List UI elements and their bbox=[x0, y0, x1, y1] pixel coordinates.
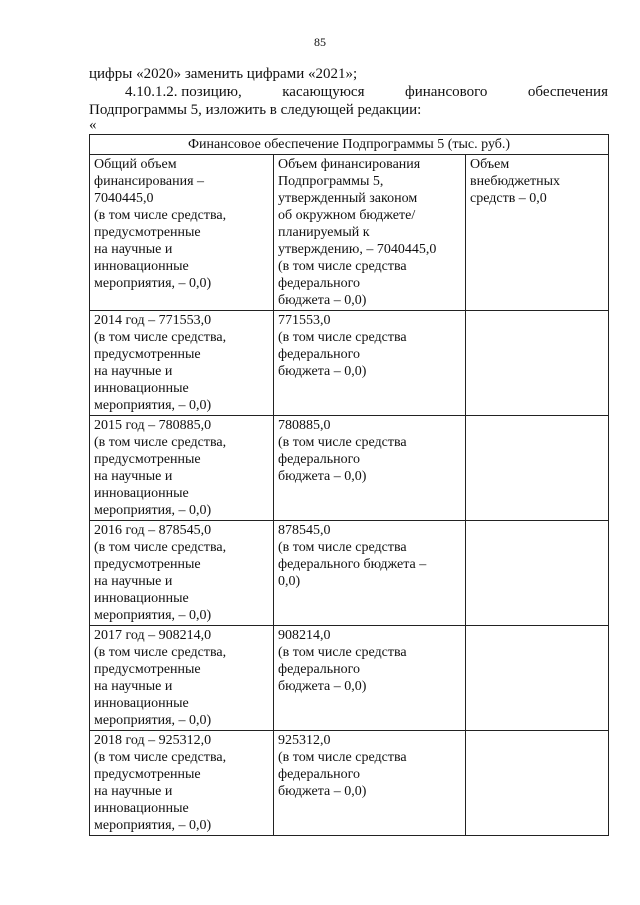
clause-word: 4.10.1.2. позицию, bbox=[125, 84, 242, 100]
cell-year-total: 2014 год – 771553,0 (в том числе средства, предусмотренные на научные и инновационные мероприятия, – 0,0) bbox=[90, 311, 274, 416]
cell-program-amount: 925312,0 (в том числе средства федерального бюджета – 0,0) bbox=[274, 731, 466, 836]
clause-justified-line bbox=[89, 83, 608, 101]
cell-program-amount: 780885,0 (в том числе средства федерального бюджета – 0,0) bbox=[274, 416, 466, 521]
table-row bbox=[90, 311, 609, 416]
table-header-row bbox=[90, 155, 609, 311]
financing-table bbox=[89, 134, 609, 836]
cell-year-total: 2018 год – 925312,0 (в том числе средства, предусмотренные на научные и инновационные мероприятия, – 0,0) bbox=[90, 731, 274, 836]
clause-word: обеспечения bbox=[527, 84, 608, 100]
cell-program-amount: 878545,0 (в том числе средства федерального бюджета – 0,0) bbox=[274, 521, 466, 626]
opening-quote-mark: « bbox=[89, 117, 97, 133]
table-caption: Финансовое обеспечение Подпрограммы 5 (тыс. руб.) bbox=[90, 135, 609, 155]
table-caption-row bbox=[90, 135, 609, 155]
table-row bbox=[90, 416, 609, 521]
header-extrabudgetary: Объем внебюджетных средств – 0,0 bbox=[466, 155, 609, 311]
header-total-financing: Общий объем финансирования – 7040445,0 (в том числе средства, предусмотренные на научные и инновационные мероприятия, – 0,0) bbox=[90, 155, 274, 311]
paragraph-replace-digits: цифры «2020» заменить цифрами «2021»; bbox=[89, 66, 358, 82]
cell-program-amount: 908214,0 (в том числе средства федерального бюджета – 0,0) bbox=[274, 626, 466, 731]
paragraph-position-clause bbox=[89, 83, 608, 119]
table-row bbox=[90, 521, 609, 626]
clause-word: финансового bbox=[405, 84, 488, 100]
page-number: 85 bbox=[314, 35, 326, 49]
cell-extrabudgetary bbox=[466, 626, 609, 731]
cell-extrabudgetary bbox=[466, 731, 609, 836]
table-row bbox=[90, 626, 609, 731]
cell-extrabudgetary bbox=[466, 311, 609, 416]
table-row bbox=[90, 731, 609, 836]
cell-year-total: 2015 год – 780885,0 (в том числе средства, предусмотренные на научные и инновационные мероприятия, – 0,0) bbox=[90, 416, 274, 521]
clause-word: касающуюся bbox=[282, 84, 365, 100]
cell-extrabudgetary bbox=[466, 416, 609, 521]
clause-continuation: Подпрограммы 5, изложить в следующей редакции: bbox=[89, 102, 422, 118]
cell-extrabudgetary bbox=[466, 521, 609, 626]
cell-year-total: 2017 год – 908214,0 (в том числе средства, предусмотренные на научные и инновационные мероприятия, – 0,0) bbox=[90, 626, 274, 731]
cell-year-total: 2016 год – 878545,0 (в том числе средства, предусмотренные на научные и инновационные мероприятия, – 0,0) bbox=[90, 521, 274, 626]
header-program-financing: Объем финансирования Подпрограммы 5, утвержденный законом об окружном бюджете/ планируемый к утверждению, – 7040445,0 (в том числе средства федерального бюджета – 0,0) bbox=[274, 155, 466, 311]
cell-program-amount: 771553,0 (в том числе средства федерального бюджета – 0,0) bbox=[274, 311, 466, 416]
